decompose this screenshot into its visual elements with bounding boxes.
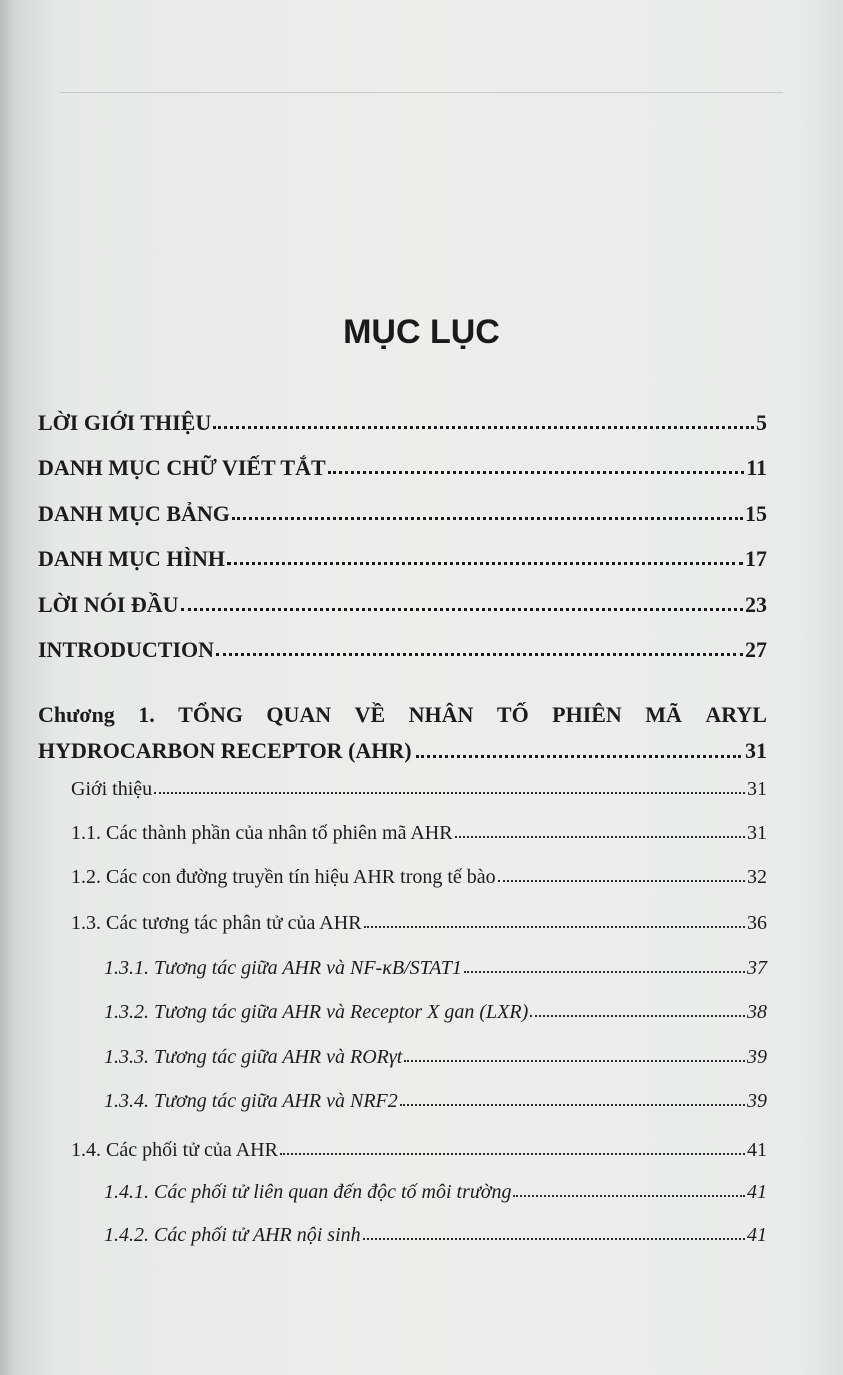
page-number: 31 — [745, 738, 767, 763]
dot-leader — [513, 1184, 745, 1197]
toc-entry[interactable]: LỜI NÓI ĐẦU 23 — [38, 592, 767, 617]
toc-section[interactable]: Giới thiệu 31 — [71, 778, 767, 800]
dot-leader — [232, 505, 743, 520]
toc-section[interactable]: 1.1. Các thành phần của nhân tố phiên mã AHR 31 — [71, 822, 767, 844]
page-number: 41 — [747, 1224, 767, 1246]
dot-leader — [154, 781, 745, 794]
dot-leader — [464, 960, 745, 973]
page-number: 41 — [747, 1181, 767, 1203]
dot-leader — [213, 414, 754, 429]
page-number: 31 — [747, 778, 767, 800]
dot-leader — [416, 743, 741, 758]
page-number: 32 — [747, 866, 767, 888]
chapter-heading-line-2: HYDROCARBON RECEPTOR (AHR) 31 — [38, 738, 767, 763]
toc-subsection[interactable]: 1.3.3. Tương tác giữa AHR và RORγt 39 — [104, 1046, 767, 1068]
dot-leader — [328, 459, 745, 474]
dot-leader — [181, 596, 743, 611]
toc-subsection[interactable]: 1.4.1. Các phối tử liên quan đến độc tố môi trường 41 — [104, 1181, 767, 1203]
toc-subsection[interactable]: 1.3.2. Tương tác giữa AHR và Receptor X gan (LXR) 38 — [104, 1001, 767, 1023]
page-number: 37 — [747, 957, 767, 979]
page-number: 31 — [747, 822, 767, 844]
page-number: 36 — [747, 912, 767, 934]
page-number: 39 — [747, 1046, 767, 1068]
toc-section[interactable]: 1.3. Các tương tác phân tử của AHR 36 — [71, 912, 767, 934]
toc-entry[interactable]: LỜI GIỚI THIỆU 5 — [38, 410, 767, 435]
chapter-heading-line-1: Chương 1. TỔNG QUAN VỀ NHÂN TỐ PHIÊN MÃ ARYL — [38, 702, 767, 727]
page-number: 15 — [745, 501, 767, 526]
toc-entry[interactable]: DANH MỤC HÌNH 17 — [38, 546, 767, 571]
dot-leader — [216, 641, 743, 656]
page-title: MỤC LỤC — [343, 313, 500, 351]
chapter-1-heading[interactable] — [38, 702, 767, 764]
toc-subsection[interactable]: 1.4.2. Các phối tử AHR nội sinh 41 — [104, 1224, 767, 1246]
dot-leader — [400, 1093, 745, 1106]
dot-leader — [227, 550, 743, 565]
toc-entry[interactable]: DANH MỤC BẢNG 15 — [38, 501, 767, 526]
page-number: 39 — [747, 1090, 767, 1112]
dot-leader — [530, 1004, 745, 1017]
page-number: 38 — [747, 1001, 767, 1023]
toc-entry[interactable]: DANH MỤC CHỮ VIẾT TẮT 11 — [38, 455, 767, 480]
toc-subsection[interactable]: 1.3.1. Tương tác giữa AHR và NF-κB/STAT1 37 — [104, 957, 767, 979]
page-number: 5 — [756, 410, 767, 435]
dot-leader — [363, 1227, 745, 1240]
dot-leader — [364, 915, 745, 928]
page-number: 27 — [745, 637, 767, 662]
page-number: 11 — [746, 455, 767, 480]
toc-entry[interactable]: INTRODUCTION 27 — [38, 637, 767, 662]
toc-section[interactable]: 1.2. Các con đường truyền tín hiệu AHR trong tế bào 32 — [71, 866, 767, 888]
dot-leader — [404, 1049, 745, 1062]
page-number: 17 — [745, 546, 767, 571]
page-number: 41 — [747, 1139, 767, 1161]
dot-leader — [280, 1142, 745, 1155]
toc-subsection[interactable]: 1.3.4. Tương tác giữa AHR và NRF2 39 — [104, 1090, 767, 1112]
dot-leader — [498, 869, 745, 882]
toc-section[interactable]: 1.4. Các phối tử của AHR 41 — [71, 1139, 767, 1161]
page-number: 23 — [745, 592, 767, 617]
dot-leader — [455, 825, 745, 838]
